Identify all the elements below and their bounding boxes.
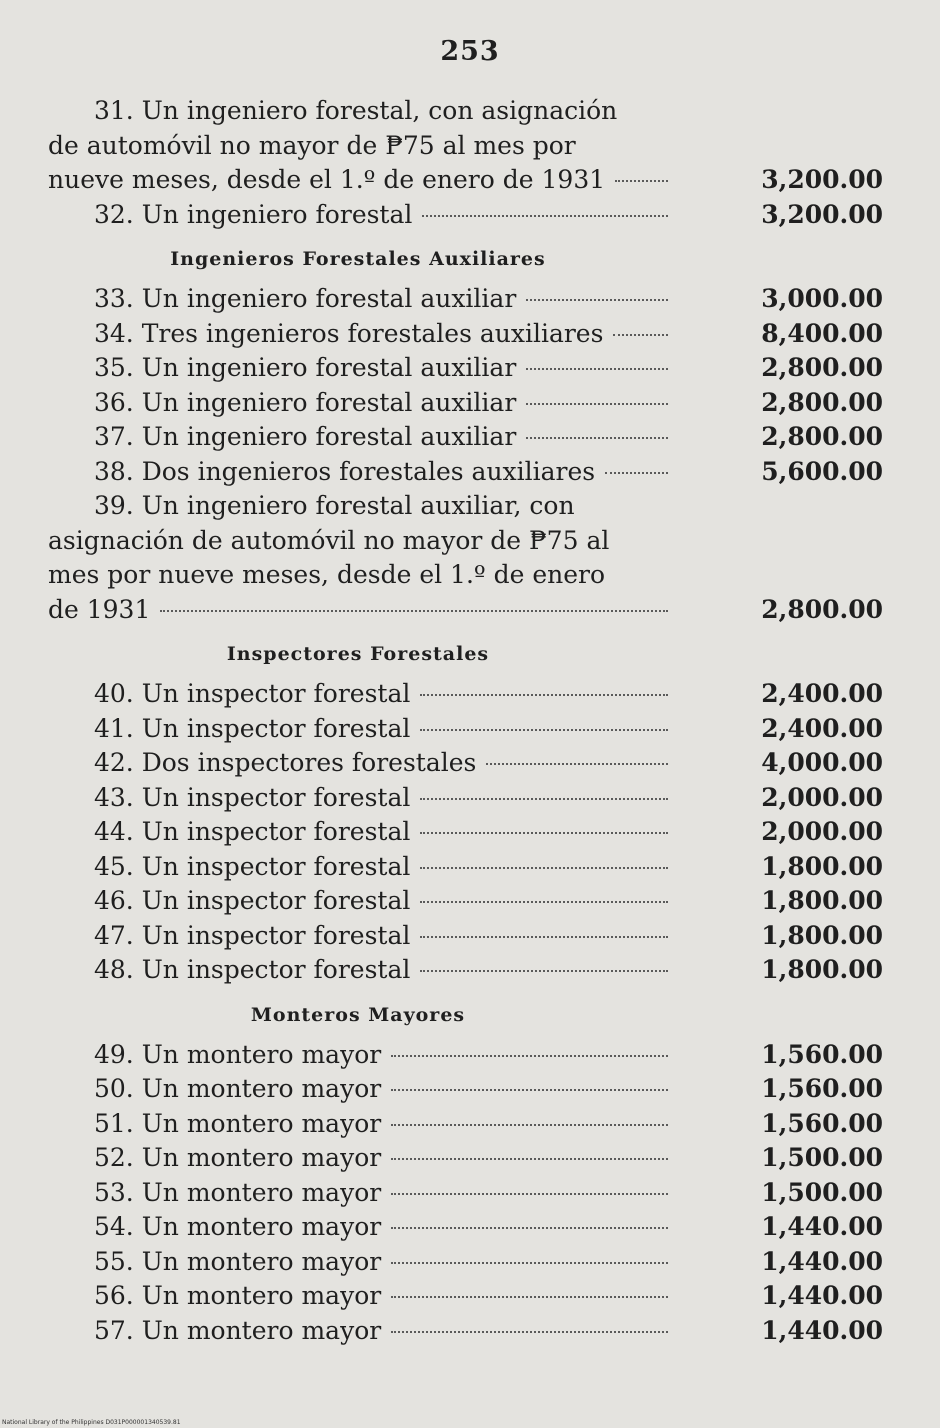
montero-entry-label: 50. Un montero mayor xyxy=(94,1074,382,1103)
entry-32-amount: 3,200.00 xyxy=(761,199,883,229)
auxiliar-entry-label: 33. Un ingeniero forestal auxiliar xyxy=(94,284,517,313)
montero-entry-row xyxy=(48,1141,883,1176)
dot-leader xyxy=(391,1054,668,1057)
montero-entry-row xyxy=(48,1072,883,1107)
inspectores-list xyxy=(48,677,883,988)
auxiliar-entry-amount: 2,800.00 xyxy=(761,422,883,451)
inspector-entry-amount: 1,800.00 xyxy=(761,920,883,950)
montero-entry-label: 52. Un montero mayor xyxy=(94,1143,382,1172)
auxiliar-entry-amount: 2,800.00 xyxy=(761,353,883,382)
dot-leader xyxy=(391,1088,668,1091)
auxiliar-entry-amount: 5,600.00 xyxy=(761,456,883,486)
montero-entry-amount: 1,560.00 xyxy=(761,1108,883,1138)
montero-entry-row xyxy=(48,1107,883,1142)
dot-leader xyxy=(391,1330,668,1333)
dot-leader xyxy=(391,1261,668,1264)
inspector-entry-amount: 2,400.00 xyxy=(761,713,883,743)
entry-39-last-row xyxy=(48,593,883,628)
dot-leader xyxy=(391,1123,668,1126)
entry-31-line1: 31. Un ingeniero forestal, con asignación xyxy=(94,96,618,125)
entry-31-line3: nueve meses, desde el 1.º de enero de 1931 xyxy=(48,165,606,194)
inspector-entry-amount: 1,800.00 xyxy=(761,955,883,984)
montero-entry-label: 56. Un montero mayor xyxy=(94,1281,382,1310)
auxiliar-entry-label: 38. Dos ingenieros forestales auxiliares xyxy=(94,456,596,486)
dot-leader xyxy=(526,402,668,405)
inspector-entry-label: 48. Un inspector forestal xyxy=(94,955,411,984)
inspector-entry-label: 42. Dos inspectores forestales xyxy=(94,748,477,777)
montero-entry-row xyxy=(48,1245,883,1280)
dot-leader xyxy=(420,935,668,938)
section-heading-auxiliares: Ingenieros Forestales Auxiliares xyxy=(170,248,546,270)
inspector-entry-label: 41. Un inspector forestal xyxy=(94,713,411,743)
entry-31-last-row xyxy=(48,163,883,198)
inspector-entry-row xyxy=(48,919,883,954)
inspector-entry-row xyxy=(48,781,883,816)
footer-credit: National Library of the Philippines D031P000001340539.81 xyxy=(2,1419,181,1426)
auxiliar-entry-label: 35. Un ingeniero forestal auxiliar xyxy=(94,353,517,382)
inspector-entry-label: 43. Un inspector forestal xyxy=(94,782,411,812)
auxiliar-entry-amount: 3,000.00 xyxy=(761,284,883,313)
auxiliar-entry-amount: 2,800.00 xyxy=(761,387,883,417)
entry-31-amount: 3,200.00 xyxy=(761,165,883,194)
dot-leader xyxy=(605,471,668,474)
entry-31-line2: de automóvil no mayor de ₱75 al mes por xyxy=(48,130,576,160)
section-heading-monteros: Monteros Mayores xyxy=(250,1003,466,1026)
montero-entry-row xyxy=(48,1279,883,1314)
inspector-entry-amount: 1,800.00 xyxy=(761,851,883,881)
inspector-entry-label: 44. Un inspector forestal xyxy=(94,817,411,846)
montero-entry-amount: 1,440.00 xyxy=(761,1246,883,1276)
montero-entry-amount: 1,440.00 xyxy=(761,1212,883,1241)
montero-entry-amount: 1,560.00 xyxy=(761,1039,883,1069)
section-heading-inspectores: Inspectores Forestales xyxy=(226,643,490,665)
inspector-entry-row xyxy=(48,884,883,919)
dot-leader xyxy=(486,762,668,765)
montero-entry-label: 57. Un montero mayor xyxy=(94,1315,382,1345)
auxiliar-entry-label: 36. Un ingeniero forestal auxiliar xyxy=(94,387,517,417)
montero-entry-amount: 1,500.00 xyxy=(761,1177,883,1207)
dot-leader xyxy=(420,866,668,869)
inspector-entry-label: 45. Un inspector forestal xyxy=(94,851,411,881)
inspector-entry-amount: 1,800.00 xyxy=(761,886,883,915)
inspector-entry-label: 46. Un inspector forestal xyxy=(94,886,411,915)
montero-entry-label: 49. Un montero mayor xyxy=(94,1039,382,1069)
dot-leader xyxy=(420,831,668,834)
entry-39-line4: de 1931 xyxy=(48,594,151,624)
dot-leader xyxy=(420,969,668,972)
auxiliar-entry-label: 34. Tres ingenieros forestales auxiliares xyxy=(94,318,604,348)
dot-leader xyxy=(420,693,668,696)
montero-entry-amount: 1,440.00 xyxy=(761,1315,883,1345)
dot-leader xyxy=(420,900,668,903)
inspector-entry-row xyxy=(48,953,883,988)
dot-leader xyxy=(422,214,668,217)
dot-leader xyxy=(526,436,668,439)
entry-39-line3: mes por nueve meses, desde el 1.º de enero xyxy=(48,560,606,589)
auxiliar-entry-row xyxy=(48,386,883,421)
montero-entry-amount: 1,560.00 xyxy=(761,1074,883,1103)
montero-entry-row xyxy=(48,1176,883,1211)
monteros-list xyxy=(48,1038,883,1349)
dot-leader xyxy=(160,609,668,612)
auxiliar-entry-row xyxy=(48,351,883,386)
entry-39 xyxy=(48,489,668,593)
montero-entry-amount: 1,440.00 xyxy=(761,1281,883,1310)
entry-32-label: 32. Un ingeniero forestal xyxy=(94,199,413,229)
inspector-entry-row xyxy=(48,850,883,885)
inspector-entry-label: 40. Un inspector forestal xyxy=(94,679,411,708)
montero-entry-row xyxy=(48,1038,883,1073)
dot-leader xyxy=(613,333,668,336)
dot-leader xyxy=(526,298,668,301)
montero-entry-row xyxy=(48,1314,883,1349)
entry-32 xyxy=(48,198,883,233)
auxiliar-entry-row xyxy=(48,282,883,317)
inspector-entry-row xyxy=(48,712,883,747)
auxiliares-list xyxy=(48,282,883,489)
auxiliar-entry-amount: 8,400.00 xyxy=(761,318,883,348)
inspector-entry-row xyxy=(48,677,883,712)
inspector-entry-row xyxy=(48,815,883,850)
montero-entry-label: 55. Un montero mayor xyxy=(94,1246,382,1276)
dot-leader xyxy=(391,1226,668,1229)
dot-leader xyxy=(391,1295,668,1298)
montero-entry-row xyxy=(48,1210,883,1245)
inspector-entry-amount: 2,400.00 xyxy=(761,679,883,708)
dot-leader xyxy=(615,179,668,182)
dot-leader xyxy=(526,367,668,370)
montero-entry-label: 51. Un montero mayor xyxy=(94,1108,382,1138)
auxiliar-entry-label: 37. Un ingeniero forestal auxiliar xyxy=(94,422,517,451)
inspector-entry-label: 47. Un inspector forestal xyxy=(94,920,411,950)
entry-39-amount: 2,800.00 xyxy=(761,594,883,624)
inspector-entry-amount: 2,000.00 xyxy=(761,782,883,812)
inspector-entry-row xyxy=(48,746,883,781)
budget-list xyxy=(48,94,883,1348)
inspector-entry-amount: 2,000.00 xyxy=(761,817,883,846)
inspector-entry-amount: 4,000.00 xyxy=(761,748,883,777)
dot-leader xyxy=(420,797,668,800)
dot-leader xyxy=(391,1192,668,1195)
montero-entry-label: 54. Un montero mayor xyxy=(94,1212,382,1241)
montero-entry-label: 53. Un montero mayor xyxy=(94,1177,382,1207)
auxiliar-entry-row xyxy=(48,420,883,455)
page-number: 253 xyxy=(440,36,500,67)
entry-39-line2: asignación de automóvil no mayor de ₱75 al xyxy=(48,525,610,555)
entry-31 xyxy=(48,94,668,163)
auxiliar-entry-row xyxy=(48,455,883,490)
auxiliar-entry-row xyxy=(48,317,883,352)
montero-entry-amount: 1,500.00 xyxy=(761,1143,883,1172)
dot-leader xyxy=(420,728,668,731)
entry-39-line1: 39. Un ingeniero forestal auxiliar, con xyxy=(94,491,575,520)
dot-leader xyxy=(391,1157,668,1160)
